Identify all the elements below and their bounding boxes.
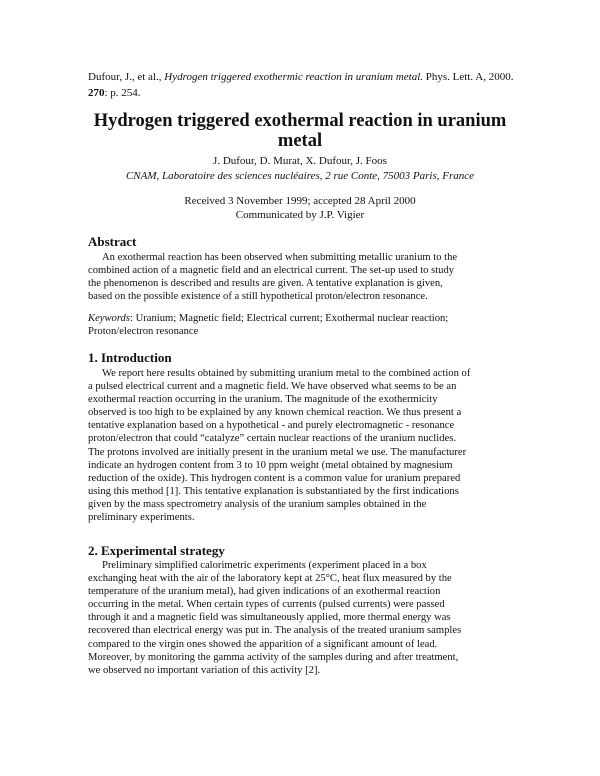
citation-pages: : p. 254. (104, 87, 141, 99)
received-date: Received 3 November 1999; accepted 28 April 2000 (184, 195, 416, 207)
authors: J. Dufour, D. Murat, X. Dufour, J. Foos (213, 155, 387, 167)
introduction-line: proton/electron that could “catalyze” certain nuclear reactions of the uranium nuclides. (88, 433, 456, 445)
abstract-line: based on the possible existence of a still hypothetical proton/electron resonance. (88, 291, 428, 303)
abstract-line: An exothermal reaction has been observed when submitting metallic uranium to the (102, 252, 458, 263)
introduction-line: exothermal reaction occurring in the uranium. The magnitude of the exothermicity (88, 394, 438, 406)
citation (88, 69, 518, 101)
citation-journal-cont: A, 2000. (475, 71, 514, 83)
introduction-heading: 1. Introduction (88, 350, 172, 365)
keywords-list-cont: Proton/electron resonance (88, 326, 199, 338)
citation-journal: Phys. Lett. (425, 71, 474, 83)
citation-authors: Dufour, J., et al., (88, 71, 162, 83)
keywords-label: Keywords (88, 313, 130, 324)
abstract-text (88, 251, 522, 303)
citation-title: Hydrogen triggered exothermic reaction in uranium metal. (164, 71, 424, 83)
introduction-line: We report here results obtained by submitting uranium metal to the combined action of (102, 368, 471, 379)
experimental-line: we observed no important variation of this activity [2]. (88, 664, 321, 676)
experimental-line: through it and a magnetic field was simultaneously applied, more thermal energy was (88, 612, 451, 624)
introduction-line: The protons involved are initially present in the uranium metal we use. The manufacturer (88, 446, 467, 458)
introduction-text (88, 367, 522, 524)
experimental-text (88, 559, 522, 677)
communicated-by: Communicated by J.P. Vigier (235, 209, 365, 221)
affiliation: CNAM, Laboratoire des sciences nucléaires, 2 rue Conte, 75003 Paris, France (125, 170, 475, 182)
experimental-line: Moreover, by monitoring the gamma activity of the samples during and after treatment, (88, 651, 459, 663)
introduction-line: reduction of the oxide). This hydrogen content is a common value for uranium prepared (88, 472, 461, 484)
experimental-line: recovered than electrical energy was put in. The analysis of the treated uranium samples (88, 625, 462, 637)
experimental-line: compared to the virgin ones showed the apparition of a significant amount of lead. (88, 638, 438, 650)
keywords (88, 312, 522, 338)
introduction-line: using this method [1]. This tentative explanation is substantiated by the first indications (88, 485, 459, 497)
introduction-line: a pulsed electrical current and a magnetic field. We have observed what seems to be an (88, 381, 457, 393)
experimental-heading: 2. Experimental strategy (88, 543, 225, 558)
abstract-heading: Abstract (88, 234, 137, 249)
keywords-list: : Uranium; Magnetic field; Electrical current; Exothermal nuclear reaction; (129, 313, 449, 324)
introduction-line: preliminary experiments. (88, 512, 195, 524)
abstract-line: combined action of a magnetic field and an electrical current. The set-up used to study (88, 265, 455, 277)
paper-title-line: metal (277, 131, 323, 151)
introduction-line: given by the mass spectrometry analysis of the uranium samples obtained in the (88, 498, 427, 510)
citation-volume: 270 (88, 87, 105, 99)
introduction-line: tentative explanation based on a hypothetical - and purely electromagnetic - resonance (88, 420, 455, 432)
abstract-line: the phenomenon is described and results are given. A tentative explanation is given, (88, 278, 443, 290)
experimental-line: Preliminary simplified calorimetric experiments (experiment placed in a box (102, 560, 427, 571)
introduction-line: observed is too high to be explained by any known chemical reaction. We thus present a (88, 407, 462, 419)
experimental-line: temperature of the uranium metal), had given indications of an exothermal reaction (88, 586, 441, 598)
experimental-line: occurring in the metal. When certain types of currents (pulsed currents) were passed (88, 599, 445, 611)
paper-title (88, 111, 512, 151)
experimental-line: exchanging heat with the air of the laboratory kept at 25°C, heat flux measured by the (88, 573, 452, 585)
paper-title-line: Hydrogen triggered exothermal reaction in uranium (93, 111, 507, 131)
introduction-line: indicate an hydrogen content from 3 to 10 ppm weight (metal obtained by magnesium (88, 459, 453, 471)
